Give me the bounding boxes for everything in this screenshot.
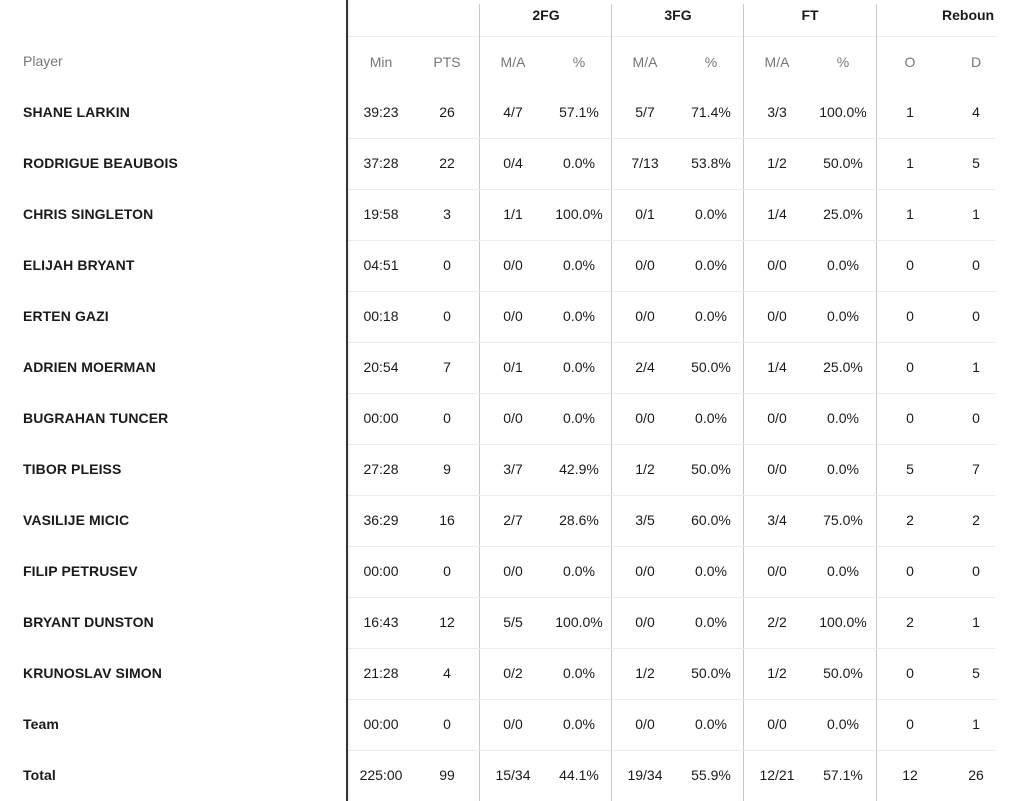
cell-reb-o: 1 [906, 104, 914, 120]
player-name[interactable]: ELIJAH BRYANT [23, 257, 135, 273]
cell-reb-d: 5 [972, 155, 980, 171]
cell-ft-pct: 0.0% [827, 308, 859, 324]
cell-min: 37:28 [363, 155, 399, 171]
cell-fg2-ma: 15/34 [495, 767, 531, 783]
col-header-3fg-ma[interactable]: M/A [632, 54, 658, 70]
table-row [348, 597, 996, 649]
cell-ft-pct: 25.0% [823, 359, 863, 375]
cell-fg3-ma: 1/2 [635, 461, 655, 477]
cell-fg2-pct: 28.6% [559, 512, 599, 528]
col-header-2fg-ma[interactable]: M/A [500, 54, 526, 70]
cell-min: 225:00 [359, 767, 403, 783]
cell-fg2-ma: 0/0 [503, 410, 523, 426]
cell-fg2-pct: 0.0% [563, 410, 595, 426]
cell-ft-pct: 0.0% [827, 257, 859, 273]
cell-reb-o: 0 [906, 563, 914, 579]
cell-pts: 0 [443, 308, 451, 324]
cell-min: 39:23 [363, 104, 399, 120]
cell-fg2-ma: 0/0 [503, 563, 523, 579]
player-column-header[interactable]: Player [23, 53, 63, 69]
cell-min: 20:54 [363, 359, 399, 375]
col-header-ft-pct[interactable]: % [836, 54, 850, 70]
cell-pts: 26 [439, 104, 455, 120]
cell-fg2-pct: 57.1% [559, 104, 599, 120]
cell-fg2-ma: 0/0 [503, 308, 523, 324]
cell-pts: 0 [443, 410, 451, 426]
cell-reb-d: 0 [972, 308, 980, 324]
cell-fg3-ma: 2/4 [635, 359, 655, 375]
cell-fg3-ma: 19/34 [627, 767, 663, 783]
cell-fg3-ma: 0/0 [635, 308, 655, 324]
group-header-row [348, 0, 996, 37]
cell-fg3-pct: 50.0% [691, 665, 731, 681]
cell-reb-o: 12 [902, 767, 918, 783]
cell-fg3-pct: 60.0% [691, 512, 731, 528]
table-row [348, 444, 996, 496]
cell-fg2-pct: 0.0% [563, 308, 595, 324]
table-row [348, 699, 996, 751]
cell-ft-ma: 1/4 [767, 206, 787, 222]
cell-reb-d: 5 [972, 665, 980, 681]
cell-fg2-ma: 0/0 [503, 257, 523, 273]
cell-ft-ma: 0/0 [767, 308, 787, 324]
cell-pts: 3 [443, 206, 451, 222]
cell-reb-o: 2 [906, 614, 914, 630]
cell-fg3-pct: 0.0% [695, 614, 727, 630]
cell-fg3-pct: 0.0% [695, 308, 727, 324]
cell-fg3-pct: 0.0% [695, 410, 727, 426]
cell-ft-pct: 75.0% [823, 512, 863, 528]
cell-reb-d: 0 [972, 410, 980, 426]
cell-fg2-pct: 0.0% [563, 665, 595, 681]
player-name[interactable]: RODRIGUE BEAUBOIS [23, 155, 178, 171]
cell-min: 00:18 [363, 308, 399, 324]
player-column [0, 0, 346, 801]
cell-ft-ma: 3/3 [767, 104, 787, 120]
col-header-reb-d[interactable]: D [970, 54, 982, 70]
cell-reb-d: 26 [968, 767, 984, 783]
cell-min: 21:28 [363, 665, 399, 681]
cell-fg2-ma: 1/1 [503, 206, 523, 222]
col-header-2fg-pct[interactable]: % [572, 54, 586, 70]
cell-ft-pct: 0.0% [827, 563, 859, 579]
player-name[interactable]: ERTEN GAZI [23, 308, 109, 324]
cell-reb-o: 1 [906, 206, 914, 222]
cell-pts: 99 [439, 767, 455, 783]
cell-reb-o: 0 [906, 359, 914, 375]
col-header-reb-o[interactable]: O [904, 54, 916, 70]
cell-fg2-ma: 2/7 [503, 512, 523, 528]
cell-ft-pct: 100.0% [819, 614, 867, 630]
cell-reb-d: 1 [972, 716, 980, 732]
cell-fg2-pct: 0.0% [563, 563, 595, 579]
cell-pts: 16 [439, 512, 455, 528]
group-header-2fg[interactable]: 2FG [532, 7, 560, 23]
table-row [348, 138, 996, 190]
cell-reb-d: 0 [972, 257, 980, 273]
player-name[interactable]: BUGRAHAN TUNCER [23, 410, 169, 426]
cell-fg2-pct: 0.0% [563, 155, 595, 171]
player-name[interactable]: Total [23, 767, 56, 783]
col-header-pts[interactable]: PTS [433, 54, 461, 70]
cell-min: 19:58 [363, 206, 399, 222]
cell-fg2-ma: 4/7 [503, 104, 523, 120]
cell-ft-ma: 0/0 [767, 257, 787, 273]
cell-reb-d: 1 [972, 206, 980, 222]
cell-reb-d: 4 [972, 104, 980, 120]
cell-min: 04:51 [363, 257, 399, 273]
cell-fg2-pct: 100.0% [555, 614, 603, 630]
cell-pts: 7 [443, 359, 451, 375]
cell-pts: 0 [443, 257, 451, 273]
cell-pts: 22 [439, 155, 455, 171]
cell-ft-ma: 0/0 [767, 410, 787, 426]
cell-fg2-pct: 0.0% [563, 257, 595, 273]
col-header-min[interactable]: Min [369, 54, 393, 70]
cell-fg3-ma: 3/5 [635, 512, 655, 528]
cell-ft-ma: 12/21 [759, 767, 795, 783]
cell-ft-ma: 0/0 [767, 461, 787, 477]
player-name[interactable]: ADRIEN MOERMAN [23, 359, 156, 375]
cell-fg3-ma: 0/0 [635, 563, 655, 579]
cell-min: 36:29 [363, 512, 399, 528]
cell-fg2-ma: 0/2 [503, 665, 523, 681]
player-name[interactable]: BRYANT DUNSTON [23, 614, 154, 630]
cell-reb-o: 0 [906, 665, 914, 681]
cell-fg3-ma: 0/1 [635, 206, 655, 222]
cell-reb-o: 1 [906, 155, 914, 171]
cell-fg3-pct: 0.0% [695, 716, 727, 732]
cell-pts: 9 [443, 461, 451, 477]
player-name[interactable]: CHRIS SINGLETON [23, 206, 154, 222]
cell-fg3-pct: 55.9% [691, 767, 731, 783]
table-row [348, 393, 996, 445]
cell-fg3-ma: 0/0 [635, 410, 655, 426]
cell-fg3-pct: 0.0% [695, 206, 727, 222]
cell-fg2-ma: 0/4 [503, 155, 523, 171]
group-header-ft[interactable]: FT [801, 7, 819, 23]
table-row [348, 648, 996, 700]
cell-reb-o: 0 [906, 257, 914, 273]
cell-fg2-ma: 0/1 [503, 359, 523, 375]
cell-fg2-ma: 5/5 [503, 614, 523, 630]
cell-fg3-pct: 0.0% [695, 563, 727, 579]
cell-reb-d: 0 [972, 563, 980, 579]
cell-fg2-ma: 3/7 [503, 461, 523, 477]
table-row [348, 750, 996, 801]
cell-ft-pct: 50.0% [823, 155, 863, 171]
cell-fg3-pct: 50.0% [691, 461, 731, 477]
cell-ft-pct: 0.0% [827, 410, 859, 426]
table-row [348, 495, 996, 547]
cell-fg2-pct: 100.0% [555, 206, 603, 222]
cell-ft-pct: 0.0% [827, 461, 859, 477]
stats-area [348, 0, 996, 801]
cell-fg2-pct: 44.1% [559, 767, 599, 783]
cell-min: 00:00 [363, 716, 399, 732]
cell-min: 16:43 [363, 614, 399, 630]
cell-ft-pct: 50.0% [823, 665, 863, 681]
player-name[interactable]: Team [23, 716, 59, 732]
frozen-column-divider [346, 0, 348, 801]
cell-reb-d: 1 [972, 614, 980, 630]
player-name[interactable]: FILIP PETRUSEV [23, 563, 138, 579]
group-header-rebounds[interactable]: Reboun [942, 7, 995, 23]
cell-fg2-pct: 0.0% [563, 716, 595, 732]
cell-ft-pct: 57.1% [823, 767, 863, 783]
table-row [348, 189, 996, 241]
cell-reb-o: 5 [906, 461, 914, 477]
player-name[interactable]: VASILIJE MICIC [23, 512, 130, 528]
cell-min: 27:28 [363, 461, 399, 477]
col-header-ft-ma[interactable]: M/A [764, 54, 790, 70]
cell-ft-pct: 25.0% [823, 206, 863, 222]
cell-pts: 0 [443, 716, 451, 732]
cell-ft-ma: 1/4 [767, 359, 787, 375]
cell-pts: 4 [443, 665, 451, 681]
table-row [348, 291, 996, 343]
cell-fg3-ma: 1/2 [635, 665, 655, 681]
player-name[interactable]: SHANE LARKIN [23, 104, 130, 120]
cell-min: 00:00 [363, 410, 399, 426]
cell-fg2-pct: 42.9% [559, 461, 599, 477]
table-row [348, 87, 996, 139]
cell-reb-d: 7 [972, 461, 980, 477]
cell-reb-o: 0 [906, 716, 914, 732]
cell-ft-ma: 0/0 [767, 716, 787, 732]
cell-ft-ma: 1/2 [767, 155, 787, 171]
cell-fg3-pct: 53.8% [691, 155, 731, 171]
cell-fg3-ma: 5/7 [635, 104, 655, 120]
cell-fg3-pct: 0.0% [695, 257, 727, 273]
cell-fg3-ma: 0/0 [635, 716, 655, 732]
cell-ft-ma: 0/0 [767, 563, 787, 579]
cell-fg3-ma: 0/0 [635, 257, 655, 273]
cell-reb-o: 2 [906, 512, 914, 528]
group-header-3fg[interactable]: 3FG [664, 7, 692, 23]
player-name[interactable]: TIBOR PLEISS [23, 461, 122, 477]
cell-pts: 0 [443, 563, 451, 579]
cell-reb-o: 0 [906, 410, 914, 426]
cell-ft-pct: 100.0% [819, 104, 867, 120]
cell-reb-d: 1 [972, 359, 980, 375]
player-name[interactable]: KRUNOSLAV SIMON [23, 665, 162, 681]
cell-ft-pct: 0.0% [827, 716, 859, 732]
cell-pts: 12 [439, 614, 455, 630]
cell-fg3-ma: 0/0 [635, 614, 655, 630]
table-row [348, 342, 996, 394]
cell-fg2-ma: 0/0 [503, 716, 523, 732]
table-row [348, 240, 996, 292]
cell-fg3-pct: 50.0% [691, 359, 731, 375]
cell-fg2-pct: 0.0% [563, 359, 595, 375]
table-row [348, 546, 996, 598]
cell-fg3-pct: 71.4% [691, 104, 731, 120]
cell-ft-ma: 3/4 [767, 512, 787, 528]
cell-min: 00:00 [363, 563, 399, 579]
cell-ft-ma: 2/2 [767, 614, 787, 630]
cell-ft-ma: 1/2 [767, 665, 787, 681]
cell-reb-d: 2 [972, 512, 980, 528]
cell-fg3-ma: 7/13 [631, 155, 659, 171]
cell-reb-o: 0 [906, 308, 914, 324]
col-header-3fg-pct[interactable]: % [704, 54, 718, 70]
